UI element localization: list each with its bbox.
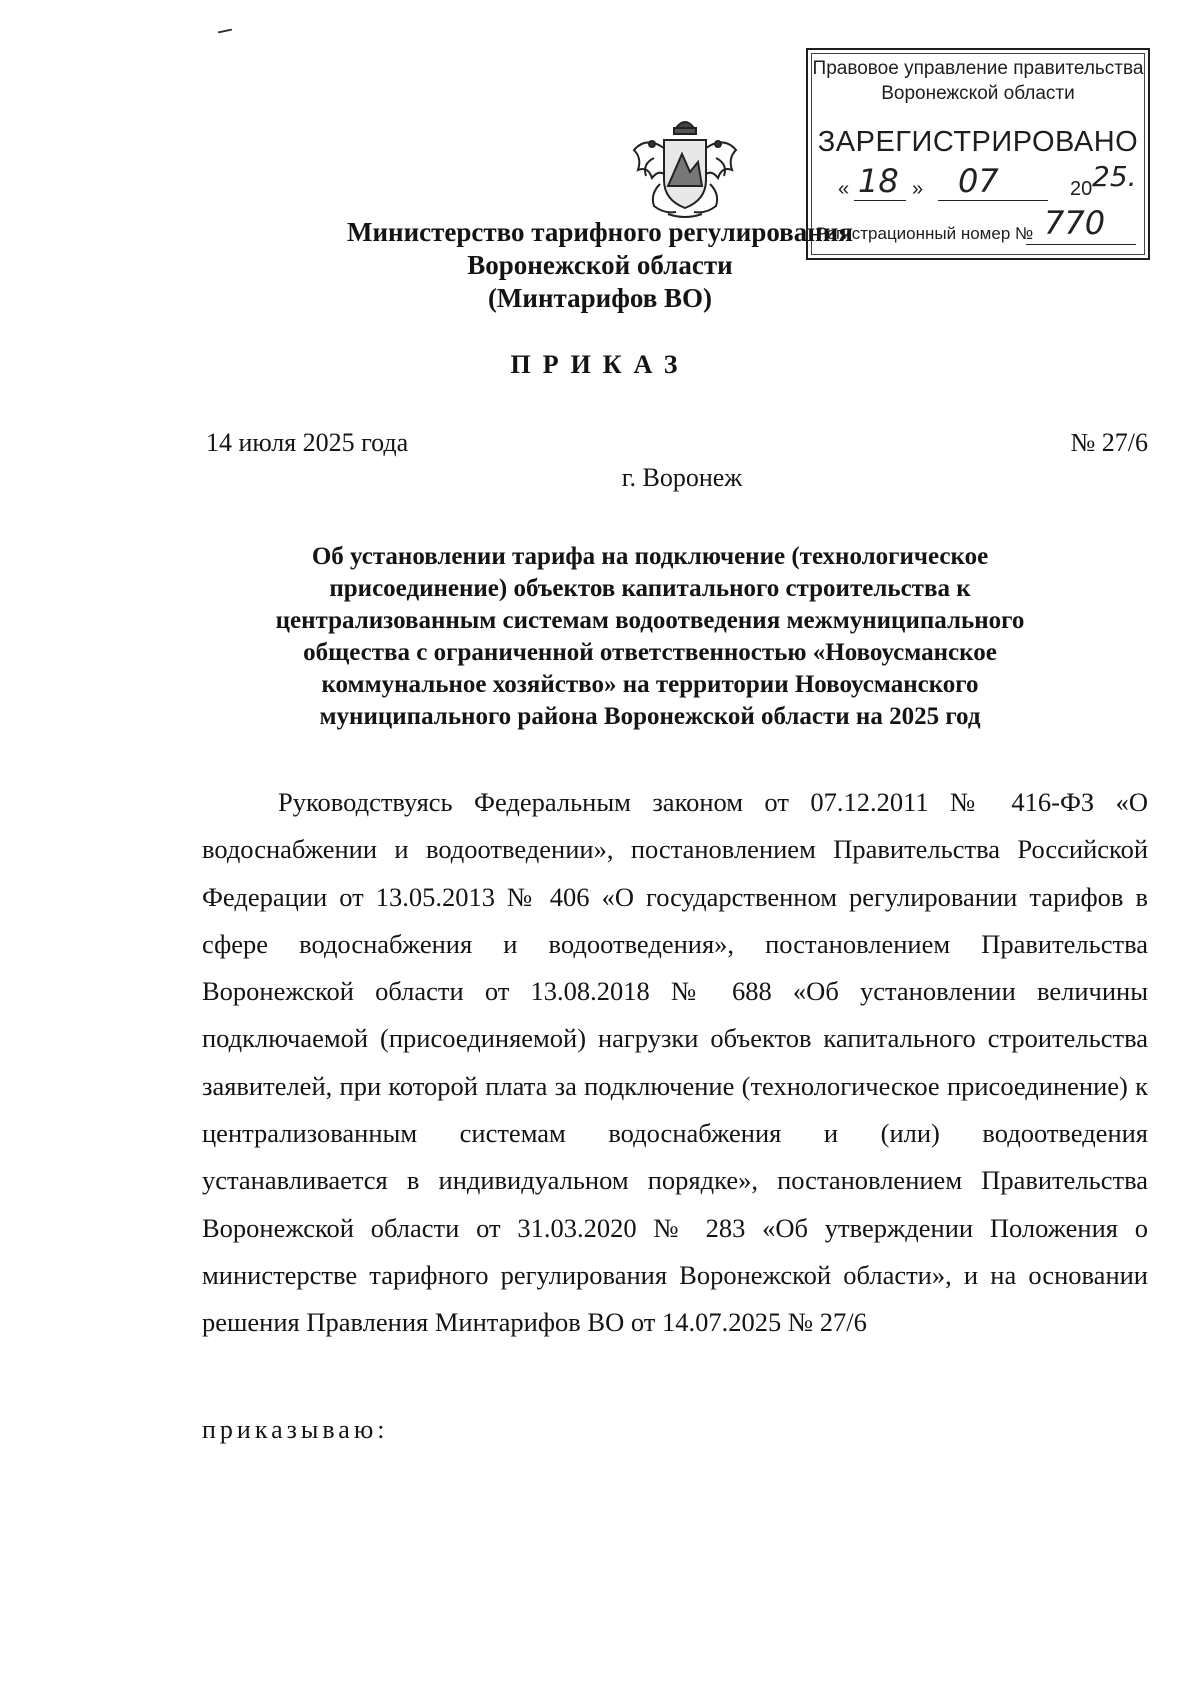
document-date: 14 июля 2025 года <box>206 428 409 457</box>
title-line: присоединение) объектов капитального строительства к <box>329 575 971 602</box>
stamp-registered-label: ЗАРЕГИСТРИРОВАНО <box>817 126 1139 158</box>
stamp-month-underline <box>938 200 1048 201</box>
title-line: Об установлении тарифа на подключение (технологическое <box>311 543 989 570</box>
ministry-abbreviation: (Минтарифов ВО) <box>487 283 713 313</box>
title-line: коммунальное хозяйство» на территории Новоусманского <box>321 671 979 698</box>
stamp-quote-open: « <box>838 178 850 200</box>
stamp-reg-number: 770 <box>1044 204 1106 242</box>
ministry-name-line2: Воронежской области <box>467 250 733 280</box>
document-type: ПРИКАЗ <box>510 350 690 379</box>
orders-clause: приказываю: <box>202 1415 389 1444</box>
stamp-department-line1: Правовое управление правительства <box>812 58 1144 79</box>
stamp-reg-label: Регистрационный номер № <box>816 224 1034 243</box>
stamp-department-line2: Воронежской области <box>881 83 1075 104</box>
ministry-name-line1: Министерство тарифного регулирования <box>347 217 853 247</box>
document-city: г. Воронеж <box>621 463 743 492</box>
stamp-month: 07 <box>958 162 999 200</box>
title-line: общества с ограниченной ответственностью «Новоусманское <box>303 639 997 666</box>
title-line: муниципального района Воронежской области на 2025 год <box>319 703 981 730</box>
document-title <box>150 541 1150 733</box>
stamp-quote-close: » <box>912 178 924 200</box>
stamp-year: 25. <box>1092 160 1137 193</box>
body-paragraph: Руководствуясь Федеральным законом от 07.12.2011 № 416-ФЗ «О водоснабжении и водоотведении», постановлением Правительства Российской Федерации от 13.05.2013 № 406 «О государственном регулировании тарифов в сфере водоснабжения и водоотведения», постановлением Правительства Воронежской области от 13.08.2018 № 688 «Об установлении величины подключаемой (присоединяемой) нагрузки объектов капитального строительства заявителей, при которой плата за подключение (технологическое присоединение) к централизованным системам водоснабжения и (или) водоотведения устанавливается в индивидуальном порядке», постановлением Правительства Воронежской области от 31.03.2020 № 283 «Об утверждении Положения о министерстве тарифного регулирования Воронежской области», и на основании решения Правления Минтарифов ВО от 14.07.2025 № 27/6 <box>202 787 1148 1338</box>
ministry-header <box>0 216 1200 315</box>
stamp-day-underline <box>854 200 906 201</box>
document-number: № 27/6 <box>1070 428 1148 457</box>
stamp-day: 18 <box>858 162 899 200</box>
coat-of-arms-emblem <box>624 114 746 222</box>
title-line: централизованным системам водоотведения межмуниципального <box>275 607 1025 634</box>
stamp-year-prefix: 20 <box>1070 178 1093 200</box>
stray-mark <box>218 29 232 34</box>
stamp-date <box>838 160 1137 208</box>
